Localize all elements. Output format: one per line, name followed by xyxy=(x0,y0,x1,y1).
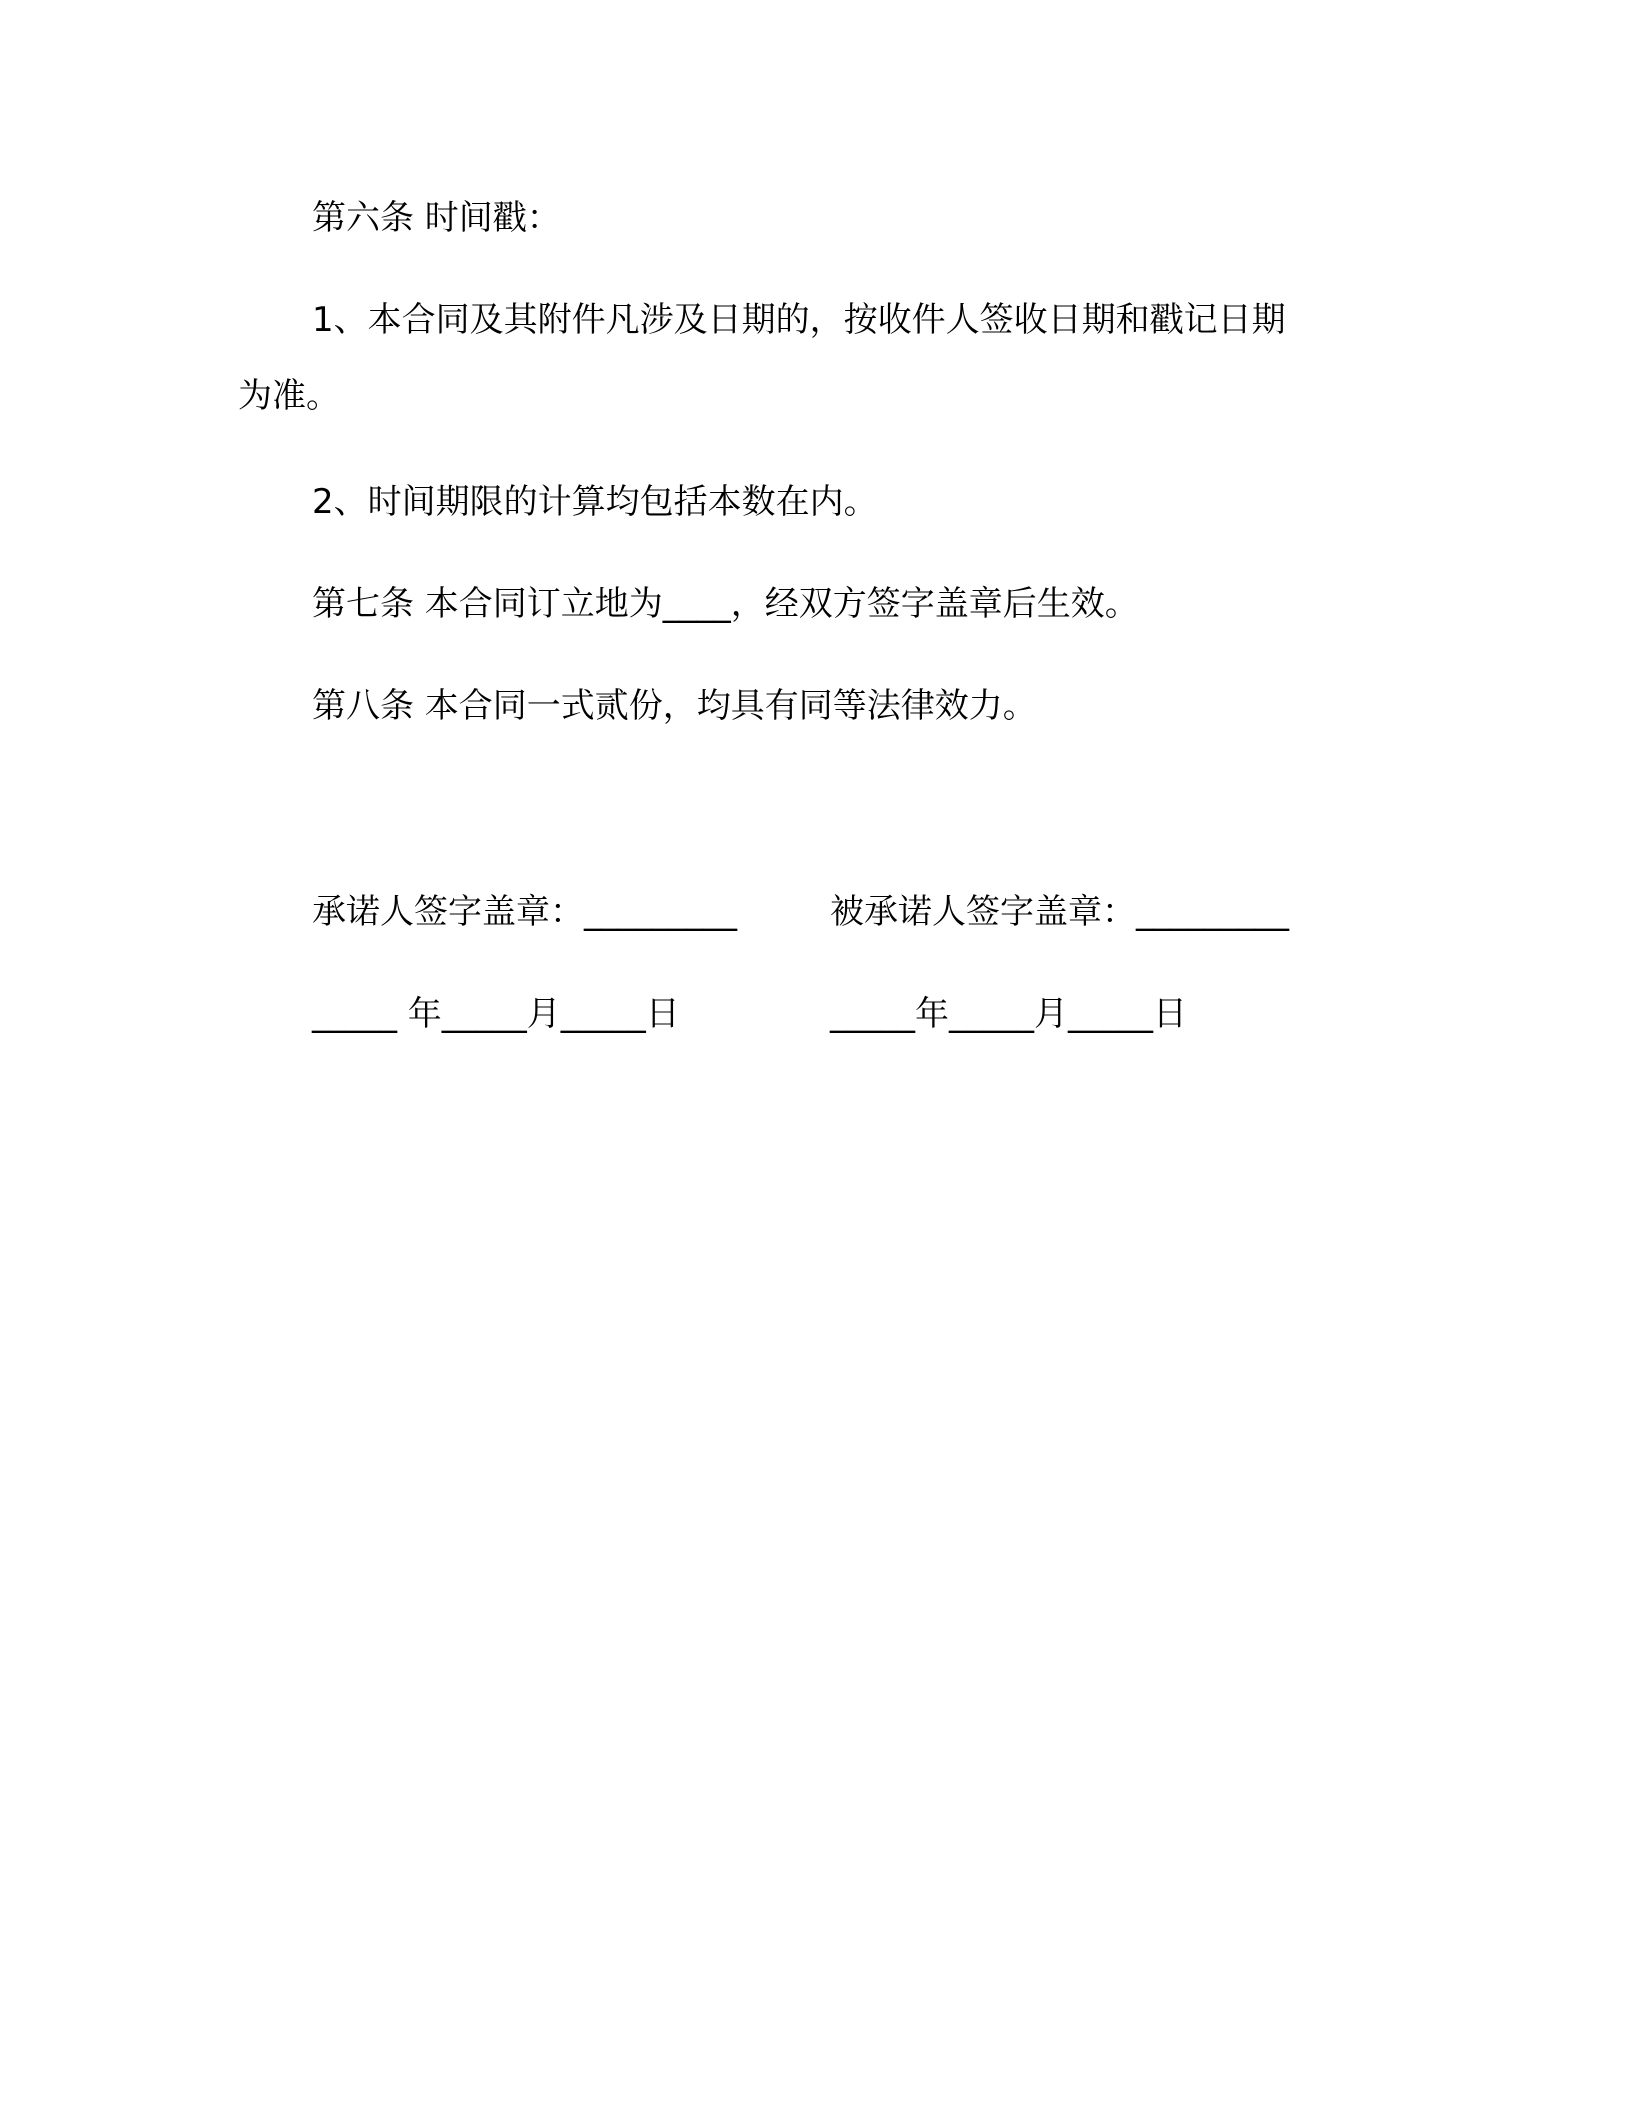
article-6-item-2: 2、时间期限的计算均包括本数在内。 xyxy=(312,482,878,522)
promisee-signature-label: 被承诺人签字盖章：_________ xyxy=(830,892,1289,932)
article-7: 第七条 本合同订立地为____，经双方签字盖章后生效。 xyxy=(312,584,1139,624)
promisor-signature-label: 承诺人签字盖章：_________ xyxy=(312,892,737,932)
article-6-item-1-line-2: 为准。 xyxy=(238,376,340,416)
article-6-heading: 第六条 时间戳： xyxy=(312,198,561,238)
article-8: 第八条 本合同一式贰份，均具有同等法律效力。 xyxy=(312,686,1037,726)
promisee-date: _____年_____月_____日 xyxy=(830,994,1187,1034)
article-6-item-1-line-1: 1、本合同及其附件凡涉及日期的，按收件人签收日期和戳记日期 xyxy=(312,300,1286,340)
promisor-date: _____ 年_____月_____日 xyxy=(312,994,680,1034)
